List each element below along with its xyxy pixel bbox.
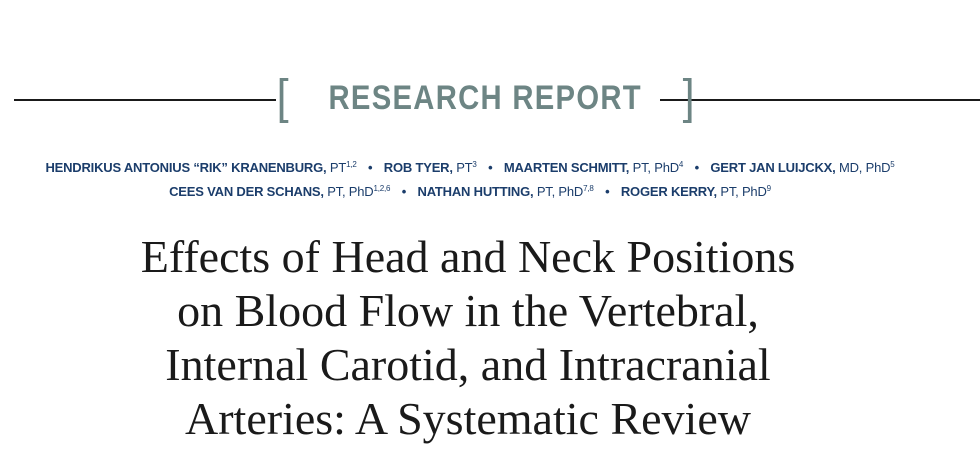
- open-bracket: [: [276, 71, 289, 124]
- section-header: [0, 72, 980, 128]
- header-rule-left: [14, 99, 276, 101]
- author-affiliation: 5: [890, 160, 895, 169]
- author-name: NATHAN HUTTING,: [417, 184, 534, 199]
- author-list: [0, 154, 940, 202]
- author-affiliation: 9: [766, 184, 771, 193]
- author-line-1: [0, 154, 940, 178]
- author-separator: •: [368, 160, 373, 175]
- author-credentials: PT: [326, 160, 347, 175]
- section-label: [276, 71, 695, 124]
- author-separator: •: [694, 160, 699, 175]
- author-name: HENDRIKUS ANTONIUS “RIK” KRANENBURG,: [45, 160, 327, 175]
- author: [169, 184, 390, 199]
- author: [710, 160, 894, 175]
- author-affiliation: 1,2: [346, 160, 357, 169]
- title-line: Internal Carotid, and Intracranial: [165, 339, 771, 390]
- author-name: GERT JAN LUIJCKX,: [710, 160, 836, 175]
- author: [504, 160, 683, 175]
- article-title: [0, 230, 936, 446]
- title-line: Arteries: A Systematic Review: [185, 393, 751, 444]
- author-separator: •: [488, 160, 493, 175]
- author-credentials: PT, PhD: [533, 184, 584, 199]
- author-affiliation: 7,8: [583, 184, 594, 193]
- author-credentials: MD, PhD: [835, 160, 891, 175]
- close-bracket: ]: [682, 71, 695, 124]
- author: [621, 184, 771, 199]
- author-name: CEES VAN DER SCHANS,: [169, 184, 324, 199]
- author-affiliation: 3: [472, 160, 477, 169]
- author-credentials: PT, PhD: [629, 160, 679, 175]
- author-credentials: PT, PhD: [716, 184, 767, 199]
- author-affiliation: 4: [678, 160, 684, 169]
- title-line: on Blood Flow in the Vertebral,: [177, 285, 759, 336]
- section-label-text: RESEARCH REPORT: [328, 79, 643, 117]
- author-credentials: PT: [452, 160, 473, 175]
- author-credentials: PT, PhD: [323, 184, 374, 199]
- author-affiliation: 1,2,6: [373, 184, 391, 193]
- author-name: MAARTEN SCHMITT,: [503, 160, 630, 175]
- title-line: Effects of Head and Neck Positions: [140, 231, 796, 282]
- author: [384, 160, 477, 175]
- author: [45, 160, 356, 175]
- author-separator: •: [605, 184, 610, 199]
- header-rule-right: [660, 99, 980, 101]
- author-name: ROB TYER,: [383, 160, 453, 175]
- author-line-2: [0, 178, 940, 202]
- author-separator: •: [401, 184, 407, 199]
- author: [418, 184, 594, 199]
- author-name: ROGER KERRY,: [620, 184, 717, 199]
